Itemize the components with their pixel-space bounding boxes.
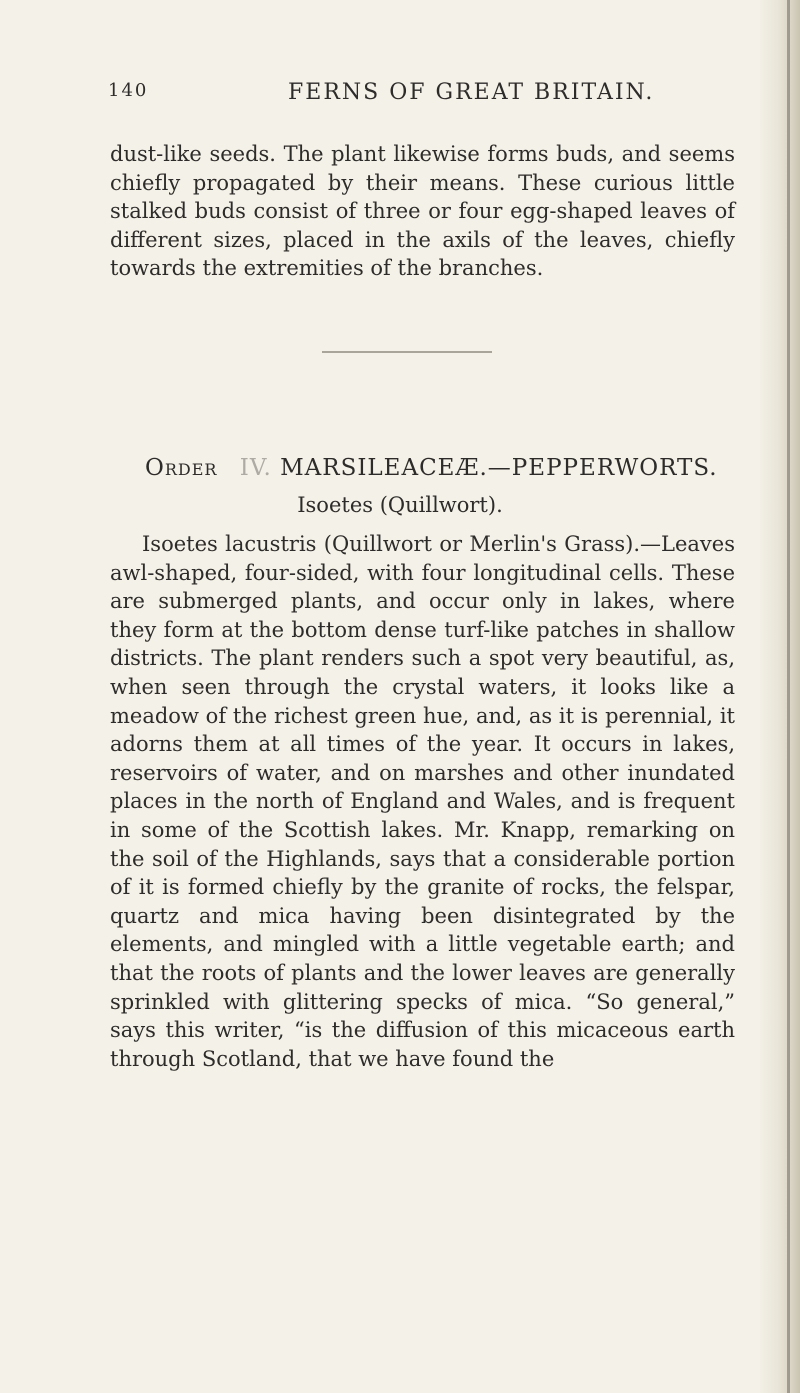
species-paragraph-body	[110, 530, 735, 1073]
order-label: Order	[145, 455, 218, 481]
order-numeral: IV.	[239, 455, 272, 481]
page-number: 140	[108, 80, 149, 101]
first-paragraph	[110, 140, 735, 283]
species-name: Isoetes lacustris (Quillwort or Merlin's Grass).	[142, 532, 641, 556]
binding-gutter	[760, 0, 800, 1393]
first-paragraph-text: dust-like seeds. The plant likewise forms buds, and seems chiefly propagated by their means. These curious little stalked buds consist of three or four egg-shaped leaves of different sizes, placed in the axils of the leaves, chiefly towards the extremities of the branches.	[110, 142, 735, 281]
genus-heading: Isoetes (Quillwort).	[297, 493, 503, 517]
species-description: —Leaves awl-shaped, four-sided, with four longitudinal cells. These are submerged plants, and occur only in lakes, where they form at the bottom dense turf-like patches in shallow districts. The plant renders such a spot very beautiful, as, when seen through the crystal waters, it looks like a meadow of the richest green hue, and, as it is perennial, it adorns them at all times of the year. It occurs in lakes, reservoirs of water, and on marshes and other inundated places in the north of England and Wales, and is frequent in some of the Scottish lakes. Mr. Knapp, remarking on the soil of the Highlands, says that a considerable portion of it is formed chiefly by the granite of rocks, the felspar, quartz and mica having been disintegrated by the elements, and mingled with a little vegetable earth; and that the roots of plants and the lower leaves are generally sprinkled with glittering specks of mica. “So general,” says this writer, “is the diffusion of this micaceous earth through Scotland, that we have found the	[110, 532, 735, 1071]
species-paragraph	[110, 530, 735, 1073]
binding-edge	[787, 0, 790, 1393]
order-title: MARSILEACEÆ.—PEPPERWORTS.	[280, 455, 718, 481]
order-heading	[145, 455, 745, 481]
running-head: FERNS OF GREAT BRITAIN.	[288, 80, 655, 105]
section-divider	[322, 351, 492, 353]
